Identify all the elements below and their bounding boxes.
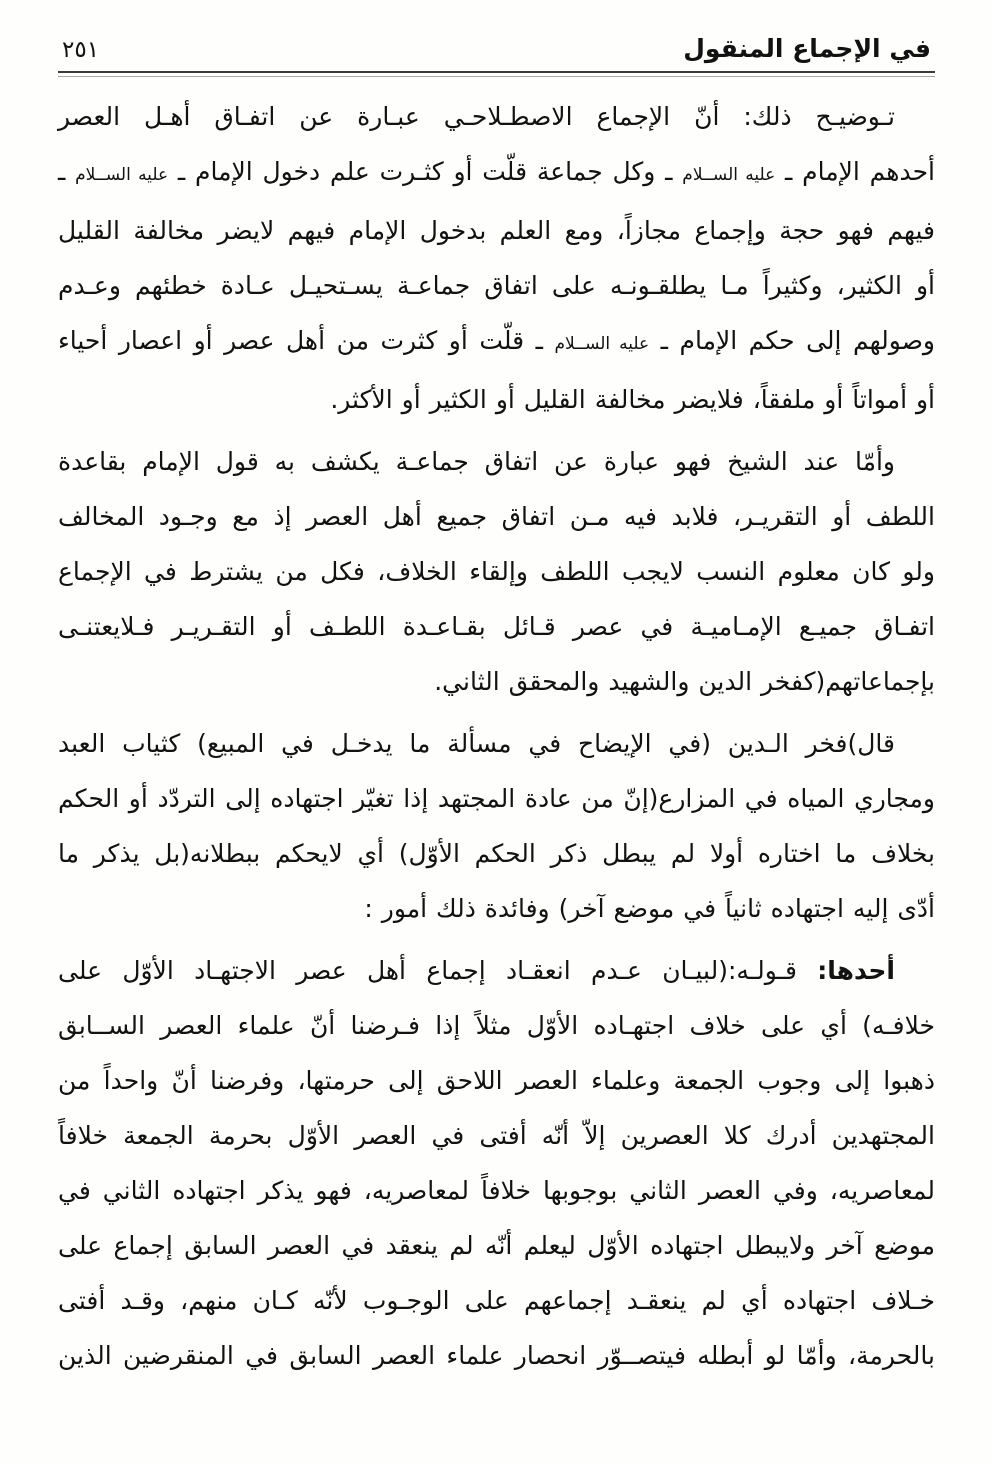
- header-divider: [58, 71, 935, 77]
- text-segment: أو أمواتاً أو ملفقاً، فلايضر مخالفة القليل أو الكثير أو الأكثر.: [330, 385, 935, 414]
- paragraph: [58, 716, 935, 936]
- honorific-small-text: عليه الســلام: [75, 165, 169, 185]
- text-line: [58, 943, 935, 998]
- text-segment: أحدها:: [817, 956, 895, 985]
- text-line: [58, 1328, 935, 1383]
- page-header: [58, 34, 935, 63]
- text-segment: تـوضيـح ذلك: أنّ الإجماع الاصطـلاحـي عبـارة عن اتفـاق أهـل العصر: [58, 102, 895, 131]
- page-number: ٢٥١: [62, 37, 100, 63]
- text-segment: بإجماعاتهم(كفخر الدين والشهيد والمحقق الثاني.: [434, 667, 935, 696]
- text-segment: المجتهدين أدرك كلا العصرين إلاّ أنّه أفتى في العصر الأوّل بحرمة الجمعة خلافاً: [58, 1121, 935, 1150]
- text-segment: أو الكثير، وكثيراً مـا يطلقـونـه على اتفاق جماعـة يسـتحيـل عـادة خطئهم وعـدم: [58, 271, 935, 300]
- text-segment: قال)فخر الـدين (في الإيضاح في مسألة ما يدخـل في المبيع) كثياب العبد: [58, 729, 895, 758]
- text-line: [58, 434, 935, 489]
- text-line: [58, 313, 935, 372]
- text-line: [58, 489, 935, 544]
- text-segment: أحدهم الإمام ـ: [775, 157, 935, 186]
- text-segment: ـ قلّت أو كثرت من أهل عصر أو اعصار أحياء: [58, 326, 555, 355]
- text-segment: اللطف أو التقريـر، فلابد فيه مـن اتفاق جميع أهل العصر إذ مع وجـود المخالف: [58, 502, 935, 531]
- text-line: [58, 654, 935, 709]
- paragraph: [58, 89, 935, 427]
- text-segment: خـلاف اجتهاده أي لم ينعقـد إجماعهم على الوجـوب لأنّه كـان منهم، وقـد أفتى: [58, 1286, 935, 1315]
- text-line: [58, 881, 935, 936]
- text-line: [58, 372, 935, 427]
- text-segment: أدّى إليه اجتهاده ثانياً في موضع آخر) وفائدة ذلك أمور :: [364, 894, 935, 923]
- text-line: [58, 1053, 935, 1108]
- text-segment: وأمّا عند الشيخ فهو عبارة عن اتفاق جماعـة يكشف به قول الإمام بقاعدة: [58, 447, 895, 476]
- text-line: [58, 826, 935, 881]
- text-line: [58, 1218, 935, 1273]
- paragraph: [58, 434, 935, 709]
- text-segment: بخلاف ما اختاره أولا لم يبطل ذكر الحكم الأوّل) أي لايحكم ببطلانه(بل يذكر ما: [58, 839, 935, 868]
- text-line: [58, 599, 935, 654]
- honorific-small-text: عليه الســلام: [554, 334, 650, 354]
- text-line: [58, 144, 935, 203]
- text-line: [58, 1163, 935, 1218]
- honorific-small-text: عليه الســلام: [682, 165, 776, 185]
- text-line: [58, 544, 935, 599]
- text-line: [58, 1273, 935, 1328]
- text-line: [58, 771, 935, 826]
- text-segment: ذهبوا إلى وجوب الجمعة وعلماء العصر اللاحق إلى حرمتها، وفرضنا أنّ واحداً من: [58, 1066, 935, 1095]
- text-line: [58, 203, 935, 258]
- text-segment: قـولـه:(لبيـان عـدم انعقـاد إجماع أهل عصر الاجتهـاد الأوّل على: [58, 956, 818, 985]
- text-segment: اتفـاق جميـع الإمـاميـة في عصر قـائل بقـاعـدة اللطـف أو التقـريـر فـلايعتنـى: [58, 612, 935, 641]
- text-segment: خلافـه) أي على خلاف اجتهـاده الأوّل مثلاً إذا فـرضنا أنّ علماء العصر الســابق: [58, 1011, 935, 1040]
- text-line: [58, 1108, 935, 1163]
- text-line: [58, 716, 935, 771]
- text-segment: ـ وكل جماعة قلّت أو كثـرت علم دخول الإمام ـ: [168, 157, 683, 186]
- text-segment: فيهم فهو حجة وإجماع مجازاً، ومع العلم بدخول الإمام فيهم لايضر مخالفة القليل: [58, 216, 935, 245]
- text-segment: موضع آخر ولايبطل اجتهاده الأوّل ليعلم أنّه لم ينعقد في العصر السابق إجماع على: [58, 1231, 935, 1260]
- text-segment: لمعاصريه، وفي العصر الثاني بوجوبها خلافاً لمعاصريه، فهو يذكر اجتهاده الثاني في: [58, 1176, 935, 1205]
- text-segment: وصولهم إلى حكم الإمام ـ: [649, 326, 935, 355]
- paragraph: [58, 943, 935, 1383]
- text-line: [58, 89, 935, 144]
- text-line: [58, 258, 935, 313]
- text-segment: ـ: [58, 157, 76, 186]
- page-body: [58, 89, 935, 1383]
- text-segment: ولو كان معلوم النسب لايجب اللطف وإلقاء الخلاف، فكل من يشترط في الإجماع: [58, 557, 935, 586]
- text-segment: بالحرمة، وأمّا لو أبطله فيتصــوّر انحصار علماء العصر السابق في المنقرضين الذين: [58, 1341, 935, 1370]
- text-line: [58, 998, 935, 1053]
- text-segment: ومجاري المياه في المزارع(إنّ من عادة المجتهد إذا تغيّر اجتهاده إلى التردّد أو الحكم: [58, 784, 935, 813]
- chapter-title: في الإجماع المنقول: [683, 34, 931, 63]
